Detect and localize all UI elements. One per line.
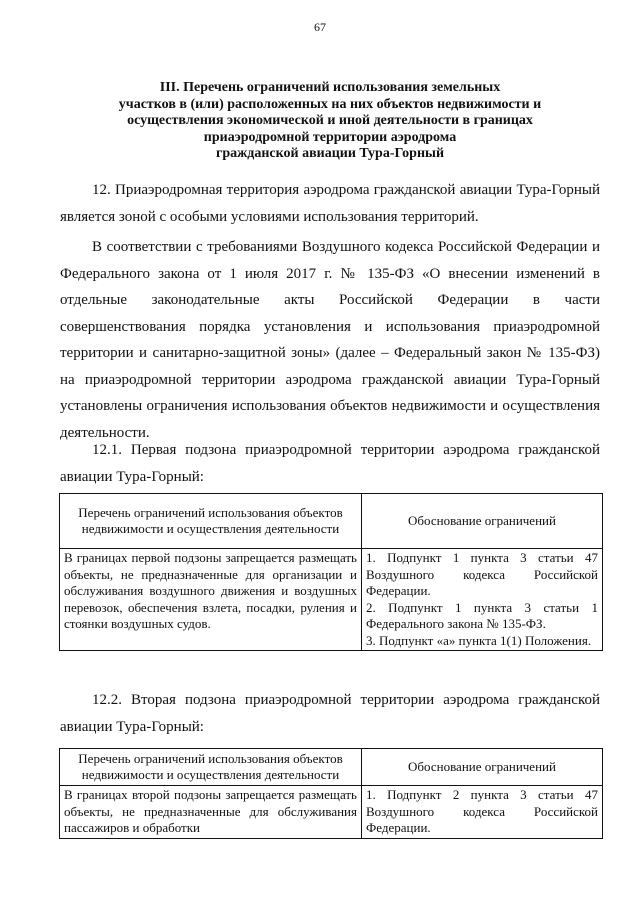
heading-line: осуществления экономической и иной деятельности в границах — [127, 113, 533, 128]
table-header-row — [60, 494, 603, 549]
heading-line: приаэродромной территории аэродрома — [203, 129, 457, 145]
justification-item: 2. Подпункт 1 пункта 3 статьи 1 Федерального закона № 135-ФЗ. — [366, 599, 598, 631]
paragraph-12: 12. Приаэродромная территория аэродрома гражданской авиации Тура-Горный является зоной с особыми условиями использования территорий. — [60, 182, 600, 225]
header-justification: Обоснование ограничений — [362, 749, 603, 786]
justification-cell — [362, 786, 603, 839]
page-number: 67 — [314, 20, 326, 34]
section-12-2-text — [60, 687, 600, 741]
paragraph-12-2: 12.2. Вторая подзона приаэродромной территории аэродрома гражданской авиации Тура-Горный: — [60, 692, 600, 735]
restriction-cell: В границах второй подзоны запрещается размещать объекты, не предназначенные для обслуживания пассажиров и обработки — [60, 786, 362, 839]
heading-line: участков в (или) расположенных на них объектов недвижимости и — [118, 96, 542, 112]
header-justification: Обоснование ограничений — [362, 494, 603, 549]
heading-line: гражданской авиации Тура-Горный — [215, 146, 445, 161]
table-row — [60, 786, 603, 839]
justification-item: 3. Подпункт «а» пункта 1(1) Положения. — [366, 632, 592, 648]
table-row — [60, 549, 603, 651]
section-12-text — [60, 177, 600, 446]
table-header-row — [60, 749, 603, 786]
paragraph-12-basis: В соответствии с требованиями Воздушного кодекса Российской Федерации и Федерального закона от 1 июля 2017 г. № 135-ФЗ «О внесении изменений в отдельные законодательные акты Российской Федерации в части совершенствования порядка установления и использования приаэродромной территории и санитарно-защитной зоны» (далее – Федеральный закон № 135-ФЗ) на приаэродромной территории аэродрома гражданской авиации Тура-Горный установлены ограничения использования объектов недвижимости и осуществления деятельности. — [60, 239, 600, 441]
heading-line: III. Перечень ограничений использования земельных — [159, 80, 501, 95]
second-subzone-table — [59, 748, 603, 839]
first-subzone-table — [59, 493, 603, 651]
section-heading — [60, 80, 600, 163]
header-restrictions: Перечень ограничений использования объектов недвижимости и осуществления деятельности — [60, 494, 362, 549]
header-restrictions: Перечень ограничений использования объектов недвижимости и осуществления деятельности — [60, 749, 362, 786]
paragraph-12-1: 12.1. Первая подзона приаэродромной территории аэродрома гражданской авиации Тура-Горный: — [60, 442, 600, 485]
justification-item: 1. Подпункт 1 пункта 3 статьи 47 Воздушного кодекса Российской Федерации. — [366, 550, 598, 598]
justification-cell — [362, 549, 603, 651]
justification-item: 1. Подпункт 2 пункта 3 статьи 47 Воздушного кодекса Российской Федерации. — [366, 787, 598, 835]
restriction-cell: В границах первой подзоны запрещается размещать объекты, не предназначенные для организации и обслуживания воздушного движения и воздушных перевозок, обеспечения взлета, посадки, руления и стоянки воздушных судов. — [60, 549, 362, 651]
section-12-1-text — [60, 437, 600, 491]
